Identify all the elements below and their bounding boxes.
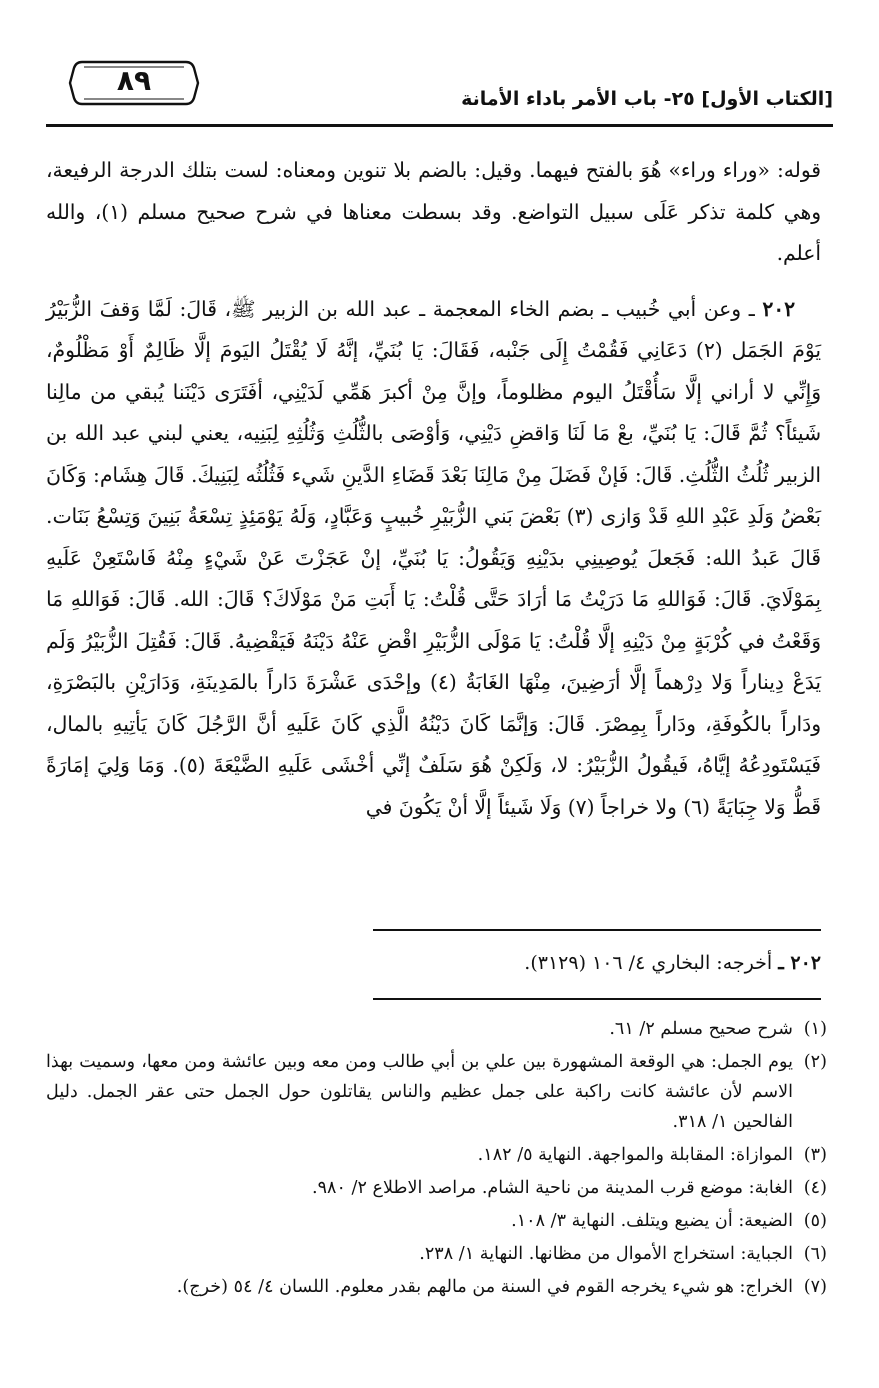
hadith-number: ٢٠٢ xyxy=(762,296,796,321)
main-text xyxy=(46,150,821,828)
footnote-text: الجباية: استخراج الأموال من مظانها. النهاية ١/ ٢٣٨. xyxy=(419,1244,793,1264)
footnote-number: (٣) xyxy=(803,1145,827,1165)
footnote-text: شرح صحيح مسلم ٢/ ٦١. xyxy=(609,1019,793,1039)
footnote-text: الغابة: موضع قرب المدينة من ناحية الشام. مراصد الاطلاع ٢/ ٩٨٠. xyxy=(311,1178,793,1198)
footnote-number: (٧) xyxy=(803,1277,827,1297)
footnote-number: (١) xyxy=(803,1019,827,1039)
footnotes-divider xyxy=(373,998,821,1000)
footnote-number: (٤) xyxy=(803,1178,827,1198)
takhrij-text: أخرجه: البخاري ٤/ ١٠٦ (٣١٢٩). xyxy=(524,952,773,974)
running-title: [الكتاب الأول] ٢٥- باب الأمر باداء الأمانة xyxy=(461,88,833,110)
hadith-paragraph xyxy=(46,289,821,829)
footnote xyxy=(46,1272,827,1302)
footnote xyxy=(46,1140,827,1170)
footnote-text: الضيعة: أن يضيع ويتلف. النهاية ٣/ ١٠٨. xyxy=(511,1211,793,1231)
footnotes-list xyxy=(46,1014,827,1305)
takhrij-divider xyxy=(373,929,821,931)
footnote-number: (٥) xyxy=(803,1211,827,1231)
footnote-text: الخراج: هو شيء يخرجه القوم في السنة من مالهم بقدر معلوم. اللسان ٤/ ٥٤ (خرج). xyxy=(176,1277,793,1297)
hadith-text: ـ وعن أبي خُبيب ـ بضم الخاء المعجمة ـ عبد الله بن الزبير ﷺ، قَالَ: لَمَّا وَقفَ الزُّبَيْرُ يَوْمَ الجَمَل (٢) دَعَانِي فَقُمْتُ إِلَى جَنْبه، فَقَالَ: يَا بُنَيِّ، إنَّهُ لَا يُقْتَلُ اليَومَ إلَّا ظَالِمٌ أَوْ مَظْلُومٌ، وَإِنِّي لا أراني إلَّا سَأُقْتَلُ اليوم مظلوماً، وإنَّ مِنْ أكبرَ هَمِّي لَدَيْنِي، أفَتَرَى دَيْنَنا يُبقي من مالِنا شَيئاً؟ ثُمَّ قَالَ: يَا بُنَيِّ، بعْ مَا لَنَا وَاقضِ دَيْنِي، وَأوْصَى بالثُّلُثِ وَثُلُثِهِ لِبَنِيه، يعني لبني عبد الله بن الزبير ثُلُثُ الثُّلُثِ. قَالَ: فَإنْ فَضَلَ مِنْ مَالِنَا بَعْدَ قَضَاءِ الدَّينِ شَيء فَثُلُثُه لِبَنِيكَ. قَالَ هِشَام: وَكَانَ بَعْضُ وَلَدِ عَبْدِ اللهِ قَدْ وَازى (٣) بَعْضَ بَني الزُّبَيْرِ خُبيبٍ وَعَبَّادٍ، وَلَهُ يَوْمَئِذٍ تِسْعَةُ بَنِينَ وَتِسْعُ بَنَات. قَالَ عَبدُ الله: فَجَعلَ يُوصِينِي بدَيْنِهِ وَيَقُولُ: يَا بُنَيِّ، إنْ عَجَزْتَ عَنْ شَيْءٍ مِنْهُ فَاسْتَعِنْ عَلَيهِ بِمَوْلَايَ. قَالَ: فَوَاللهِ مَا دَرَيْتُ مَا أرَادَ حَتَّى قُلْتُ: يَا أَبَتِ مَنْ مَوْلَاكَ؟ قَالَ: الله. قَالَ: فَوَاللهِ مَا وَقَعْتُ في كُرْبَةٍ مِنْ دَيْنِهِ إلَّا قُلْتُ: يَا مَوْلَى الزُّبَيْرِ اقْضِ عَنْهُ دَيْنَهُ فَيَقْضِيهُ. قَالَ: فَقُتِلَ الزُّبَيْرُ وَلَم يَدَعْ دِيناراً وَلا دِرْهماً إلَّا أرَضِينَ، مِنْهَا الغَابَةُ (٤) وإحْدَى عَشْرَةَ دَاراً بالمَدِينَةِ، وَدَارَيْنِ بالبَصْرَةِ، ودَاراً بالكُوفَةِ، ودَاراً بِمِصْرَ. قَالَ: وَإنَّمَا كَانَ دَيْنُهُ الَّذِي كَانَ عَلَيهِ أنَّ الرَّجُلَ كَانَ يَأتِيهِ بالمال، فَيَسْتَودِعُهُ إيَّاهُ، فَيقُولُ الزُّبَيْرُ: لا، وَلَكِنْ هُوَ سَلَفٌ إنِّي أخْشَى عَلَيهِ الضَّيْعَةَ (٥). وَمَا وَلِيَ إمَارَةً قَطُّ وَلا جِبَايَةً (٦) ولا خراجاً (٧) وَلَا شَيئاً إلَّا أنْ يَكُونَ في xyxy=(46,296,822,819)
header-rule xyxy=(46,124,833,127)
footnote xyxy=(46,1014,827,1044)
footnote xyxy=(46,1173,827,1203)
footnote-number: (٦) xyxy=(803,1244,827,1264)
footnote-number: (٢) xyxy=(803,1052,827,1072)
page-number-frame xyxy=(68,58,200,108)
footnote xyxy=(46,1047,827,1137)
footnote-text: يوم الجمل: هي الوقعة المشهورة بين علي بن أبي طالب ومن معه وبين عائشة ومن معها، وسميت بهذا الاسم لأن عائشة كانت راكبة على جمل عظيم والناس يقاتلون حول الجمل حتى عقر الجمل. دليل الفالحين ١/ ٣١٨. xyxy=(46,1052,793,1132)
footnote xyxy=(46,1206,827,1236)
takhrij-note xyxy=(46,948,821,978)
footnote-text: الموازاة: المقابلة والمواجهة. النهاية ٥/ ١٨٢. xyxy=(477,1145,793,1165)
footnote xyxy=(46,1239,827,1269)
takhrij-number: ٢٠٢ ـ xyxy=(778,952,821,974)
page-header xyxy=(46,58,833,128)
commentary-paragraph: قوله: «وراء وراء» هُوَ بالفتح فيهما. وقيل: بالضم بلا تنوين ومعناه: لست بتلك الدرجة الرفيعة، وهي كلمة تذكر عَلَى سبيل التواضع. وقد بسطت معناها في شرح صحيح مسلم (١)، والله أعلم. xyxy=(46,158,821,265)
page-number: ٨٩ xyxy=(116,64,152,97)
